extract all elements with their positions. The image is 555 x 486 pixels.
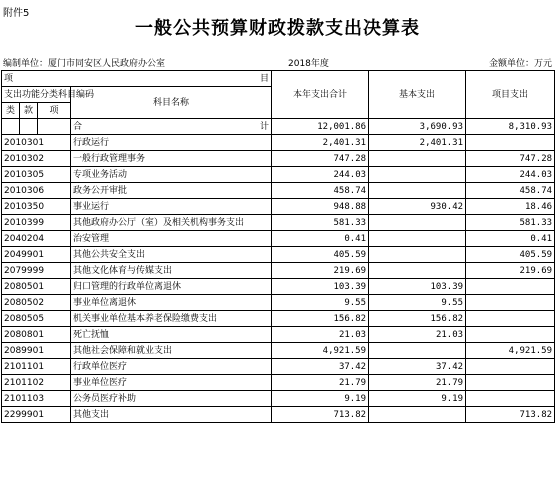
row-project: 0.41 — [466, 231, 555, 247]
row-basic: 21.03 — [369, 327, 466, 343]
header-basic: 基本支出 — [369, 71, 466, 119]
row-total: 37.42 — [272, 359, 369, 375]
row-name: 其他公共安全支出 — [71, 247, 272, 263]
row-code: 2080801 — [2, 327, 71, 343]
row-basic: 21.79 — [369, 375, 466, 391]
row-project: 581.33 — [466, 215, 555, 231]
row-code: 2089901 — [2, 343, 71, 359]
row-total: 21.03 — [272, 327, 369, 343]
row-code: 2010306 — [2, 183, 71, 199]
row-code: 2010399 — [2, 215, 71, 231]
row-project: 18.46 — [466, 199, 555, 215]
row-code: 2080505 — [2, 311, 71, 327]
row-name: 公务员医疗补助 — [71, 391, 272, 407]
row-total: 156.82 — [272, 311, 369, 327]
row-project — [466, 295, 555, 311]
table-row — [2, 167, 555, 183]
row-name: 死亡抚恤 — [71, 327, 272, 343]
row-project: 219.69 — [466, 263, 555, 279]
row-basic: 156.82 — [369, 311, 466, 327]
row-total: 103.39 — [272, 279, 369, 295]
compiling-unit: 编制单位：厦门市同安区人民政府办公室 — [3, 59, 166, 69]
row-basic: 9.55 — [369, 295, 466, 311]
row-basic — [369, 215, 466, 231]
header-xiang2: 项 — [38, 103, 71, 119]
header-row-top — [2, 71, 555, 87]
header-mu: 目 — [260, 73, 270, 84]
table-row — [2, 151, 555, 167]
row-basic — [369, 167, 466, 183]
row-code: 2101102 — [2, 375, 71, 391]
header-kuan: 款 — [20, 103, 38, 119]
row-name: 专项业务活动 — [71, 167, 272, 183]
row-total: 9.19 — [272, 391, 369, 407]
row-basic: 2,401.31 — [369, 135, 466, 151]
row-name: 其他政府办公厅（室）及相关机构事务支出 — [71, 215, 272, 231]
total-he: 合 — [73, 121, 83, 132]
row-basic — [369, 343, 466, 359]
header-xiang: 项 — [4, 73, 14, 84]
row-code: 2080501 — [2, 279, 71, 295]
total-project: 8,310.93 — [466, 119, 555, 135]
row-project — [466, 135, 555, 151]
table-row — [2, 375, 555, 391]
row-total: 713.82 — [272, 407, 369, 423]
row-project: 458.74 — [466, 183, 555, 199]
row-code: 2040204 — [2, 231, 71, 247]
row-basic — [369, 407, 466, 423]
total-ji: 计 — [260, 121, 270, 132]
header-total: 本年支出合计 — [272, 71, 369, 119]
table-row — [2, 311, 555, 327]
row-basic: 9.19 — [369, 391, 466, 407]
table-row — [2, 343, 555, 359]
row-basic — [369, 183, 466, 199]
row-project: 244.03 — [466, 167, 555, 183]
table-row — [2, 407, 555, 423]
row-code: 2079999 — [2, 263, 71, 279]
total-basic: 3,690.93 — [369, 119, 466, 135]
table-row — [2, 279, 555, 295]
row-code: 2101101 — [2, 359, 71, 375]
row-name: 其他社会保障和就业支出 — [71, 343, 272, 359]
row-basic — [369, 247, 466, 263]
row-name: 治安管理 — [71, 231, 272, 247]
table-row — [2, 215, 555, 231]
row-total: 581.33 — [272, 215, 369, 231]
attachment-label: 附件5 — [3, 8, 30, 19]
row-project — [466, 375, 555, 391]
total-xiang — [38, 119, 71, 135]
row-code: 2299901 — [2, 407, 71, 423]
row-project: 405.59 — [466, 247, 555, 263]
table-row — [2, 231, 555, 247]
row-project: 747.28 — [466, 151, 555, 167]
row-basic: 930.42 — [369, 199, 466, 215]
row-total: 948.88 — [272, 199, 369, 215]
total-kuan — [20, 119, 38, 135]
row-basic: 103.39 — [369, 279, 466, 295]
row-project — [466, 311, 555, 327]
row-name: 事业单位离退休 — [71, 295, 272, 311]
total-sum: 12,001.86 — [272, 119, 369, 135]
header-project: 项目支出 — [466, 71, 555, 119]
total-label — [71, 119, 272, 135]
xiang-mu-header — [2, 71, 272, 87]
row-code: 2010301 — [2, 135, 71, 151]
row-total: 458.74 — [272, 183, 369, 199]
fiscal-year: 2018年度 — [288, 59, 329, 69]
row-name: 政务公开审批 — [71, 183, 272, 199]
table-row — [2, 247, 555, 263]
row-total: 244.03 — [272, 167, 369, 183]
row-name: 归口管理的行政单位离退休 — [71, 279, 272, 295]
table-row — [2, 391, 555, 407]
currency-unit: 金额单位：万元 — [488, 59, 552, 69]
row-total: 4,921.59 — [272, 343, 369, 359]
header-lei: 类 — [2, 103, 20, 119]
row-name: 事业单位医疗 — [71, 375, 272, 391]
row-name: 其他文化体育与传媒支出 — [71, 263, 272, 279]
row-code: 2101103 — [2, 391, 71, 407]
row-project — [466, 391, 555, 407]
table-row — [2, 359, 555, 375]
header-func-code: 支出功能分类科目编码 — [2, 87, 71, 103]
row-name: 其他支出 — [71, 407, 272, 423]
row-project: 4,921.59 — [466, 343, 555, 359]
row-code: 2010302 — [2, 151, 71, 167]
row-basic: 37.42 — [369, 359, 466, 375]
table-row — [2, 135, 555, 151]
row-total: 219.69 — [272, 263, 369, 279]
row-basic — [369, 231, 466, 247]
row-code: 2010305 — [2, 167, 71, 183]
table-row — [2, 295, 555, 311]
row-project: 713.82 — [466, 407, 555, 423]
table-row — [2, 327, 555, 343]
row-total: 2,401.31 — [272, 135, 369, 151]
row-total: 0.41 — [272, 231, 369, 247]
total-lei — [2, 119, 20, 135]
row-total: 747.28 — [272, 151, 369, 167]
row-basic — [369, 151, 466, 167]
row-name: 事业运行 — [71, 199, 272, 215]
row-code: 2080502 — [2, 295, 71, 311]
row-name: 行政单位医疗 — [71, 359, 272, 375]
table-row — [2, 199, 555, 215]
row-code: 2010350 — [2, 199, 71, 215]
row-total: 9.55 — [272, 295, 369, 311]
row-code: 2049901 — [2, 247, 71, 263]
table-row — [2, 183, 555, 199]
row-name: 一般行政管理事务 — [71, 151, 272, 167]
expenditure-table — [1, 70, 555, 423]
row-project — [466, 327, 555, 343]
row-project — [466, 279, 555, 295]
row-name: 机关事业单位基本养老保险缴费支出 — [71, 311, 272, 327]
table-row — [2, 263, 555, 279]
page-title: 一般公共预算财政拨款支出决算表 — [135, 18, 420, 39]
row-name: 行政运行 — [71, 135, 272, 151]
row-basic — [369, 263, 466, 279]
total-row — [2, 119, 555, 135]
header-subject-name: 科目名称 — [71, 87, 272, 119]
row-total: 21.79 — [272, 375, 369, 391]
row-total: 405.59 — [272, 247, 369, 263]
row-project — [466, 359, 555, 375]
